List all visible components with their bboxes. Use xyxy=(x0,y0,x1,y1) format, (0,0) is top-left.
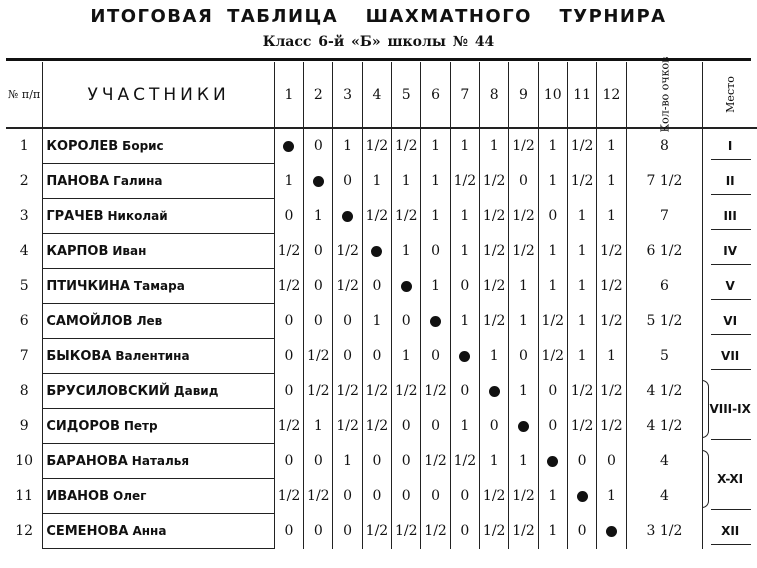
place-label: X-XI xyxy=(717,471,744,486)
score-cell: 0 xyxy=(362,269,391,304)
score-cell: 1/2 xyxy=(597,409,626,444)
place-cell xyxy=(703,339,757,374)
score-cell: 1/2 xyxy=(597,269,626,304)
participant-name xyxy=(43,444,275,479)
diagonal-dot xyxy=(518,421,529,432)
participant-name xyxy=(43,128,275,164)
top-double-rule xyxy=(6,58,751,61)
participant-first-name: Борис xyxy=(122,138,164,153)
table-row xyxy=(6,409,757,444)
score-cell: 0 xyxy=(567,444,596,479)
score-cell: 1/2 xyxy=(274,409,303,444)
place-cell xyxy=(703,514,757,549)
score-cell: 1 xyxy=(538,128,567,164)
participant-name xyxy=(43,479,275,514)
participant-name xyxy=(43,304,275,339)
score-cell xyxy=(421,304,450,339)
table-row xyxy=(6,164,757,199)
row-number: 3 xyxy=(19,208,29,224)
participant-surname: ПАНОВА xyxy=(46,173,110,189)
row-number: 9 xyxy=(19,418,29,434)
place-brace xyxy=(702,450,709,508)
header-round-12: 12 xyxy=(597,62,626,128)
place-label: XII xyxy=(721,524,740,538)
score-cell: 1/2 xyxy=(509,234,538,269)
score-cell: 1/2 xyxy=(362,409,391,444)
score-cell: 0 xyxy=(333,514,362,549)
score-cell: 0 xyxy=(304,234,333,269)
score-cell: 1 xyxy=(538,514,567,549)
score-cell xyxy=(333,199,362,234)
score-cell: 0 xyxy=(538,199,567,234)
score-cell: 1/2 xyxy=(392,374,421,409)
place-underline xyxy=(711,369,751,370)
participant-first-name: Галина xyxy=(113,173,163,188)
score-cell: 1/2 xyxy=(567,374,596,409)
table-row xyxy=(6,339,757,374)
place-cell xyxy=(703,164,757,199)
points-cell: 7 1/2 xyxy=(626,164,703,199)
score-cell: 1/2 xyxy=(362,199,391,234)
score-cell: 0 xyxy=(274,444,303,479)
points-cell: 6 xyxy=(626,269,703,304)
table-row xyxy=(6,514,757,549)
score-cell: 0 xyxy=(450,374,479,409)
participant-first-name: Валентина xyxy=(115,348,190,363)
participant-surname: СЕМЕНОВА xyxy=(46,523,129,539)
header-round-2: 2 xyxy=(304,62,333,128)
place-cell xyxy=(703,304,757,339)
row-number: 7 xyxy=(19,348,29,364)
score-cell: 1/2 xyxy=(509,199,538,234)
score-cell: 1/2 xyxy=(333,269,362,304)
header-round-11: 11 xyxy=(567,62,596,128)
place-underline xyxy=(711,194,751,195)
score-cell: 0 xyxy=(333,304,362,339)
row-number: 4 xyxy=(19,243,29,259)
score-cell xyxy=(304,164,333,199)
diagonal-dot xyxy=(401,281,412,292)
header-round-9: 9 xyxy=(509,62,538,128)
score-cell: 1 xyxy=(509,374,538,409)
place-underline xyxy=(711,159,751,160)
diagonal-dot xyxy=(577,491,588,502)
score-cell: 1 xyxy=(597,199,626,234)
participant-first-name: Олег xyxy=(113,488,147,503)
row-number: 12 xyxy=(15,523,34,539)
score-cell xyxy=(392,269,421,304)
score-cell: 0 xyxy=(274,304,303,339)
row-number: 6 xyxy=(19,313,29,329)
score-cell: 1 xyxy=(567,269,596,304)
header-round-8: 8 xyxy=(480,62,509,128)
score-cell: 1 xyxy=(450,199,479,234)
score-cell: 0 xyxy=(450,269,479,304)
score-cell: 0 xyxy=(509,339,538,374)
row-number: 11 xyxy=(15,488,34,504)
participant-first-name: Иван xyxy=(112,243,147,258)
score-cell: 1/2 xyxy=(274,234,303,269)
score-cell: 1/2 xyxy=(392,199,421,234)
participant-first-name: Тамара xyxy=(133,278,185,293)
score-cell: 1 xyxy=(538,269,567,304)
score-cell xyxy=(480,374,509,409)
score-cell: 1/2 xyxy=(362,374,391,409)
score-cell: 0 xyxy=(392,444,421,479)
diagonal-dot xyxy=(459,351,470,362)
header-round-7: 7 xyxy=(450,62,479,128)
place-label: II xyxy=(725,174,735,188)
place-underline xyxy=(711,334,751,335)
score-cell: 1/2 xyxy=(509,128,538,164)
participant-surname: САМОЙЛОВ xyxy=(46,313,133,329)
score-cell: 1/2 xyxy=(450,444,479,479)
score-cell: 1 xyxy=(392,234,421,269)
score-cell: 1 xyxy=(567,304,596,339)
place-underline xyxy=(711,509,751,510)
score-cell: 1/2 xyxy=(480,304,509,339)
score-cell: 1 xyxy=(362,164,391,199)
score-cell: 1/2 xyxy=(274,479,303,514)
score-cell xyxy=(450,339,479,374)
score-cell: 1 xyxy=(450,409,479,444)
score-cell: 1/2 xyxy=(567,128,596,164)
score-cell: 1/2 xyxy=(597,374,626,409)
diagonal-dot xyxy=(371,246,382,257)
place-label: I xyxy=(727,139,733,154)
score-cell: 1 xyxy=(538,234,567,269)
score-cell: 0 xyxy=(597,444,626,479)
score-cell: 0 xyxy=(274,514,303,549)
table-row xyxy=(6,374,757,409)
place-cell xyxy=(703,199,757,234)
participant-first-name: Анна xyxy=(132,523,167,538)
score-cell: 0 xyxy=(274,199,303,234)
score-cell: 1 xyxy=(304,409,333,444)
participant-name xyxy=(43,199,275,234)
points-cell: 4 xyxy=(626,444,703,479)
place-cell xyxy=(703,234,757,269)
score-cell: 1 xyxy=(274,164,303,199)
score-cell: 1 xyxy=(450,234,479,269)
score-cell: 1/2 xyxy=(480,479,509,514)
score-cell xyxy=(567,479,596,514)
score-cell: 0 xyxy=(392,409,421,444)
score-cell: 1 xyxy=(538,479,567,514)
participant-surname: СИДОРОВ xyxy=(46,418,120,434)
place-label: VI xyxy=(723,314,738,328)
place-label: VIII-IX xyxy=(709,401,751,416)
score-cell: 1 xyxy=(362,304,391,339)
score-cell: 1 xyxy=(480,128,509,164)
score-cell: 0 xyxy=(333,164,362,199)
score-cell: 1 xyxy=(509,444,538,479)
score-cell: 0 xyxy=(392,304,421,339)
header-round-6: 6 xyxy=(421,62,450,128)
header-points xyxy=(626,56,703,133)
table-row xyxy=(6,128,757,164)
score-cell: 1 xyxy=(480,339,509,374)
score-cell: 0 xyxy=(362,339,391,374)
score-cell: 1/2 xyxy=(480,269,509,304)
diagonal-dot xyxy=(606,526,617,537)
table-row xyxy=(6,234,757,269)
score-cell: 1 xyxy=(333,444,362,479)
score-cell: 0 xyxy=(538,409,567,444)
table-row xyxy=(6,199,757,234)
participant-name xyxy=(43,164,275,199)
score-cell: 1/2 xyxy=(567,164,596,199)
score-cell: 1 xyxy=(392,339,421,374)
score-cell: 1 xyxy=(567,339,596,374)
score-cell: 0 xyxy=(304,304,333,339)
tournament-table xyxy=(6,56,757,549)
points-cell: 3 1/2 xyxy=(626,514,703,549)
header-row xyxy=(6,62,757,128)
points-cell: 7 xyxy=(626,199,703,234)
points-cell: 5 1/2 xyxy=(626,304,703,339)
score-cell xyxy=(597,514,626,549)
row-number: 1 xyxy=(19,138,29,155)
score-cell: 1/2 xyxy=(333,409,362,444)
participant-surname: БАРАНОВА xyxy=(46,453,128,469)
header-round-5: 5 xyxy=(392,62,421,128)
header-round-4: 4 xyxy=(362,62,391,128)
score-cell: 1 xyxy=(597,164,626,199)
place-cell xyxy=(703,128,757,164)
score-cell: 0 xyxy=(304,514,333,549)
score-cell: 1 xyxy=(421,164,450,199)
diagonal-dot xyxy=(547,456,558,467)
score-cell: 1/2 xyxy=(421,374,450,409)
place-underline xyxy=(711,439,751,440)
participant-first-name: Лев xyxy=(136,313,163,328)
header-points-label: Кол-во очков xyxy=(657,56,671,133)
row-number: 5 xyxy=(19,278,29,294)
score-cell: 1 xyxy=(450,128,479,164)
score-cell: 1/2 xyxy=(509,514,538,549)
participant-surname: КАРПОВ xyxy=(46,243,109,259)
header-round-3: 3 xyxy=(333,62,362,128)
participant-name xyxy=(43,514,275,549)
points-cell: 5 xyxy=(626,339,703,374)
score-cell: 1/2 xyxy=(480,234,509,269)
score-cell: 0 xyxy=(450,479,479,514)
score-cell: 0 xyxy=(392,479,421,514)
participant-surname: ПТИЧКИНА xyxy=(46,278,130,294)
points-cell: 6 1/2 xyxy=(626,234,703,269)
score-cell: 1/2 xyxy=(421,514,450,549)
score-cell: 1/2 xyxy=(597,234,626,269)
place-underline xyxy=(711,229,751,230)
header-place xyxy=(703,62,757,128)
score-cell: 1/2 xyxy=(538,304,567,339)
score-cell: 0 xyxy=(304,444,333,479)
score-cell: 1/2 xyxy=(509,479,538,514)
score-cell: 1 xyxy=(421,199,450,234)
place-underline xyxy=(711,544,751,545)
score-cell: 0 xyxy=(304,269,333,304)
participant-name xyxy=(43,234,275,269)
table-row xyxy=(6,304,757,339)
participant-surname: БРУСИЛОВСКИЙ xyxy=(46,383,170,399)
score-cell: 1 xyxy=(333,128,362,164)
score-cell xyxy=(538,444,567,479)
place-label: VII xyxy=(721,349,740,363)
place-label: IV xyxy=(723,244,738,258)
table-subtitle: Класс 6-й «Б» школы № 44 xyxy=(262,34,495,50)
score-cell: 1 xyxy=(538,164,567,199)
score-cell: 0 xyxy=(421,234,450,269)
header-round-10: 10 xyxy=(538,62,567,128)
score-cell: 1 xyxy=(421,269,450,304)
points-cell: 4 1/2 xyxy=(626,374,703,409)
score-cell: 0 xyxy=(421,339,450,374)
score-cell: 1 xyxy=(509,304,538,339)
score-cell: 0 xyxy=(333,339,362,374)
score-cell: 1/2 xyxy=(392,128,421,164)
score-cell: 0 xyxy=(421,409,450,444)
place-cell xyxy=(703,444,757,514)
place-brace xyxy=(702,380,709,438)
diagonal-dot xyxy=(489,386,500,397)
score-cell: 1/2 xyxy=(450,164,479,199)
header-round-1: 1 xyxy=(274,62,303,128)
diagonal-dot xyxy=(283,141,294,152)
participant-name xyxy=(43,339,275,374)
score-cell: 1/2 xyxy=(304,339,333,374)
score-cell: 0 xyxy=(333,479,362,514)
score-cell: 1 xyxy=(392,164,421,199)
score-cell: 1 xyxy=(597,339,626,374)
score-cell: 1/2 xyxy=(480,199,509,234)
score-cell: 1/2 xyxy=(480,514,509,549)
score-cell: 1 xyxy=(421,128,450,164)
score-cell: 0 xyxy=(362,444,391,479)
participant-name xyxy=(43,374,275,409)
score-cell: 1 xyxy=(597,128,626,164)
participant-first-name: Петр xyxy=(123,418,158,433)
diagonal-dot xyxy=(313,176,324,187)
score-cell xyxy=(509,409,538,444)
participant-surname: ГРАЧЕВ xyxy=(46,208,104,224)
header-participants: УЧАСТНИКИ xyxy=(43,62,275,128)
points-cell: 4 1/2 xyxy=(626,409,703,444)
score-cell xyxy=(274,128,303,164)
points-cell: 8 xyxy=(626,128,703,164)
score-cell: 1 xyxy=(480,444,509,479)
score-cell: 1/2 xyxy=(304,479,333,514)
score-cell: 0 xyxy=(362,479,391,514)
table-row xyxy=(6,444,757,479)
score-cell: 1/2 xyxy=(421,444,450,479)
participant-name xyxy=(43,409,275,444)
score-cell: 1/2 xyxy=(304,374,333,409)
participant-first-name: Наталья xyxy=(131,453,190,468)
score-cell: 1 xyxy=(450,304,479,339)
score-cell: 1/2 xyxy=(333,234,362,269)
participant-name xyxy=(43,269,275,304)
score-cell: 0 xyxy=(480,409,509,444)
score-cell: 1/2 xyxy=(597,304,626,339)
place-underline xyxy=(711,264,751,265)
place-label: III xyxy=(723,209,737,223)
participant-surname: БЫКОВА xyxy=(46,348,112,364)
participant-surname: КОРОЛЕВ xyxy=(46,138,119,154)
diagonal-dot xyxy=(342,211,353,222)
score-cell: 1/2 xyxy=(567,409,596,444)
row-number: 2 xyxy=(19,173,29,189)
score-cell: 1 xyxy=(304,199,333,234)
score-cell: 0 xyxy=(274,339,303,374)
score-cell: 1/2 xyxy=(274,269,303,304)
row-number: 8 xyxy=(19,383,29,399)
table-row xyxy=(6,479,757,514)
score-cell: 1/2 xyxy=(333,374,362,409)
participant-first-name: Николай xyxy=(107,208,168,223)
place-label: V xyxy=(725,279,735,293)
table-row xyxy=(6,269,757,304)
score-cell: 1 xyxy=(567,199,596,234)
header-place-label: Место xyxy=(723,76,737,113)
score-cell: 0 xyxy=(509,164,538,199)
score-cell: 0 xyxy=(567,514,596,549)
score-cell: 1/2 xyxy=(392,514,421,549)
row-number: 10 xyxy=(15,453,34,469)
score-cell: 0 xyxy=(538,374,567,409)
score-cell xyxy=(362,234,391,269)
participant-surname: ИВАНОВ xyxy=(46,488,110,504)
score-cell: 1/2 xyxy=(362,514,391,549)
score-cell: 1/2 xyxy=(480,164,509,199)
score-cell: 1/2 xyxy=(362,128,391,164)
participant-first-name: Давид xyxy=(173,383,219,398)
table-title: ИТОГОВАЯ ТАБЛИЦА ШАХМАТНОГО ТУРНИРА xyxy=(90,6,667,27)
score-cell: 1/2 xyxy=(538,339,567,374)
score-cell: 0 xyxy=(421,479,450,514)
score-cell: 1 xyxy=(509,269,538,304)
place-underline xyxy=(711,299,751,300)
place-cell xyxy=(703,269,757,304)
score-cell: 0 xyxy=(274,374,303,409)
score-cell: 1 xyxy=(597,479,626,514)
place-cell xyxy=(703,374,757,444)
score-cell: 1 xyxy=(567,234,596,269)
score-cell: 0 xyxy=(304,128,333,164)
score-cell: 0 xyxy=(450,514,479,549)
header-number: № п/п xyxy=(6,62,43,128)
points-cell: 4 xyxy=(626,479,703,514)
diagonal-dot xyxy=(430,316,441,327)
